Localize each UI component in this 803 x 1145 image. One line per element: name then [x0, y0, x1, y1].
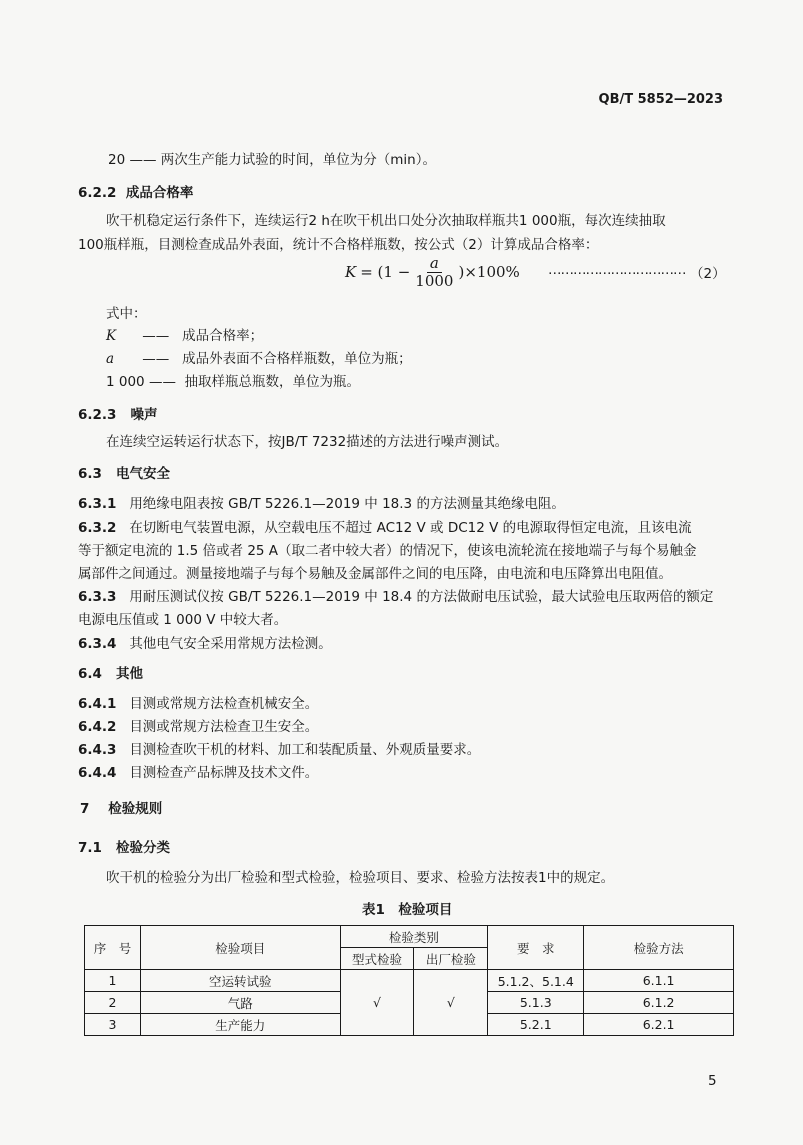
formula-eq: = (1 −: [360, 263, 411, 281]
definition-line: [106, 347, 412, 367]
inspection-table: [84, 925, 734, 1036]
clause-number: 6.3.3: [78, 589, 117, 605]
definition-dash: ——: [129, 152, 157, 168]
paragraph-line: 100瓶样瓶，目测检查成品外表面，统计不合格样瓶数，按公式（2）计算成品合格率：: [78, 237, 599, 253]
cell-requirement: 5.1.3: [488, 992, 584, 1014]
definition-symbol: 1 000: [106, 374, 145, 390]
section-title: 其他: [116, 666, 144, 682]
header-category: 检验类别: [340, 926, 488, 948]
section-number: 6.3: [78, 466, 102, 482]
definition-symbol: K: [106, 328, 117, 344]
header-seq: 序 号: [85, 926, 141, 970]
formula-dots: ……………………………: [548, 262, 686, 278]
clause-6-3-2: [78, 516, 692, 536]
header-type-test: 型式检验: [340, 948, 414, 970]
definition-line: [106, 370, 360, 390]
paragraph-line: 在连续空运转运行状态下，按JB/T 7232描述的方法进行噪声测试。: [106, 434, 509, 450]
clause-text: 目测或常规方法检查卫生安全。: [129, 719, 319, 735]
table-header-row: [85, 926, 734, 948]
table-caption: 表1 检验项目: [362, 902, 453, 918]
cell-requirement: 5.1.2、5.1.4: [488, 970, 584, 992]
clause-text: 其他电气安全采用常规方法检测。: [129, 636, 332, 652]
formula-tail: )×100%: [458, 263, 520, 281]
formula-number: （2）: [690, 266, 726, 282]
clause-number: 6.3.1: [78, 496, 117, 512]
cell-item: 气路: [140, 992, 340, 1014]
formula-numerator: a: [427, 255, 442, 273]
clause-number: 6.4.4: [78, 765, 117, 781]
definition-line-20: [108, 148, 436, 168]
standard-code: QB/T 5852—2023: [598, 92, 723, 107]
section-number: 6.4: [78, 666, 102, 682]
clause-number: 6.4.2: [78, 719, 117, 735]
cell-method: 6.2.1: [584, 1014, 734, 1036]
section-heading-6-4: [78, 662, 143, 682]
header-method: 检验方法: [584, 926, 734, 970]
cell-factory-check: √: [414, 970, 488, 1036]
clause-6-3-4: [78, 632, 332, 652]
table-row: [85, 970, 734, 992]
section-number: 6.2.2: [78, 185, 117, 201]
clause-text-continued: 属部件之间通过。测量接地端子与每个易触及金属部件之间的电压降，由电流和电压降算出电阻值。: [78, 566, 672, 582]
clause-text: 目测检查产品标牌及技术文件。: [129, 765, 319, 781]
clause-text: 在切断电气装置电源，从空载电压不超过 AC12 V 或 DC12 V 的电源取得恒定电流，且该电流: [129, 520, 692, 536]
clause-number: 6.3.4: [78, 636, 117, 652]
formula-2: [345, 252, 520, 292]
cell-item: 生产能力: [140, 1014, 340, 1036]
cell-seq: 3: [85, 1014, 141, 1036]
formula-fraction: [412, 255, 456, 290]
clause-text: 目测检查吹干机的材料、加工和装配质量、外观质量要求。: [129, 742, 481, 758]
header-item: 检验项目: [140, 926, 340, 970]
cell-requirement: 5.2.1: [488, 1014, 584, 1036]
section-title: 噪声: [130, 407, 158, 423]
chapter-heading-7: [80, 797, 162, 817]
formula-lhs: K: [345, 263, 357, 281]
clause-number: 6.4.1: [78, 696, 117, 712]
chapter-number: 7: [80, 801, 90, 817]
definition-dash: ——: [148, 374, 176, 390]
section-title: 成品合格率: [125, 185, 194, 201]
clause-number: 6.3.2: [78, 520, 117, 536]
clause-6-4-1: [78, 692, 318, 712]
section-heading-7-1: [78, 836, 170, 856]
section-number: 6.2.3: [78, 407, 117, 423]
clause-6-3-1: [78, 492, 565, 512]
cell-type-check: √: [340, 970, 414, 1036]
definition-dash: ——: [142, 351, 170, 367]
clause-text: 目测或常规方法检查机械安全。: [129, 696, 319, 712]
section-heading-6-2-2: [78, 181, 193, 201]
clause-text-continued: 电源电压值或 1 000 V 中较大者。: [78, 612, 288, 628]
section-heading-6-2-3: [78, 403, 158, 423]
clause-6-4-3: [78, 738, 480, 758]
clause-text-continued: 等于额定电流的 1.5 倍或者 25 A（取二者中较大者）的情况下，使该电流轮流在接地端子与每个易触金: [78, 543, 697, 559]
definition-text: 成品合格率；: [182, 328, 264, 344]
definition-dash: ——: [142, 328, 170, 344]
section-number: 7.1: [78, 840, 102, 856]
clause-6-4-4: [78, 761, 318, 781]
formula-denominator: 1000: [415, 271, 454, 290]
section-title: 检验分类: [116, 840, 171, 856]
header-factory-test: 出厂检验: [414, 948, 488, 970]
clause-6-4-2: [78, 715, 318, 735]
cell-seq: 1: [85, 970, 141, 992]
definition-text: 成品外表面不合格样瓶数，单位为瓶；: [182, 351, 412, 367]
paragraph-line: 吹干机的检验分为出厂检验和型式检验，检验项目、要求、检验方法按表1中的规定。: [106, 870, 615, 886]
chapter-title: 检验规则: [108, 801, 163, 817]
definition-symbol: a: [106, 351, 115, 367]
where-label: 式中：: [106, 306, 147, 322]
cell-method: 6.1.1: [584, 970, 734, 992]
clause-number: 6.4.3: [78, 742, 117, 758]
clause-text: 用耐压测试仪按 GB/T 5226.1—2019 中 18.4 的方法做耐电压试验，最大试验电压取两倍的额定: [129, 589, 714, 605]
definition-line: [106, 324, 263, 344]
section-title: 电气安全: [116, 466, 171, 482]
definition-text: 抽取样瓶总瓶数，单位为瓶。: [184, 374, 361, 390]
page-number: 5: [708, 1073, 717, 1089]
clause-text: 用绝缘电阻表按 GB/T 5226.1—2019 中 18.3 的方法测量其绝缘电阻。: [129, 496, 565, 512]
definition-symbol: 20: [108, 152, 126, 168]
cell-seq: 2: [85, 992, 141, 1014]
header-requirement: 要 求: [488, 926, 584, 970]
definition-text: 两次生产能力试验的时间，单位为分（min）。: [160, 152, 436, 168]
paragraph-line: 吹干机稳定运行条件下，连续运行2 h在吹干机出口处分次抽取样瓶共1 000瓶，每次连续抽取: [106, 213, 666, 229]
clause-6-3-3: [78, 585, 713, 605]
cell-method: 6.1.2: [584, 992, 734, 1014]
cell-item: 空运转试验: [140, 970, 340, 992]
section-heading-6-3: [78, 462, 170, 482]
